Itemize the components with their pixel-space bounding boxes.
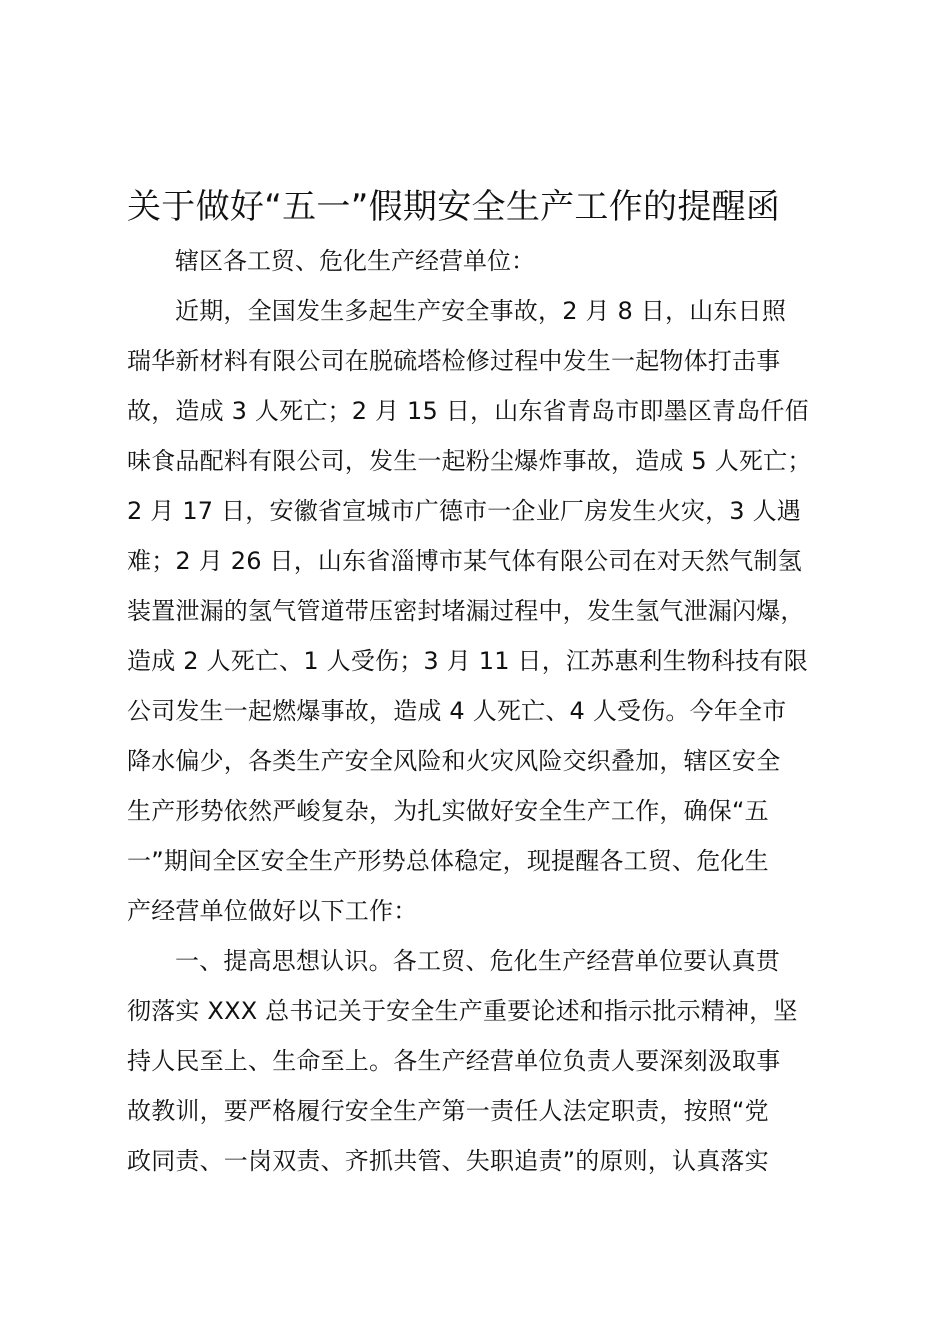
paragraph-line: 故，造成 3 人死亡；2 月 15 日，山东省青岛市即墨区青岛仟佰 — [127, 397, 809, 425]
paragraph-line: 故教训，要严格履行安全生产第一责任人法定职责，按照“党 — [127, 1097, 769, 1125]
paragraph-line: 近期，全国发生多起生产安全事故，2 月 8 日，山东日照 — [175, 297, 787, 325]
paragraph-line: 瑞华新材料有限公司在脱硫塔检修过程中发生一起物体打击事 — [127, 347, 781, 375]
paragraph-incidents — [127, 286, 833, 936]
salutation: 辖区各工贸、危化生产经营单位： — [175, 247, 535, 275]
paragraph-line: 2 月 17 日，安徽省宣城市广德市一企业厂房发生火灾，3 人遇 — [127, 497, 801, 525]
paragraph-line: 一”期间全区安全生产形势总体稳定，现提醒各工贸、危化生 — [127, 847, 769, 875]
paragraph-line: 降水偏少，各类生产安全风险和火灾风险交织叠加，辖区安全 — [127, 747, 781, 775]
paragraph-section-one — [127, 936, 833, 1186]
paragraph-line: 造成 2 人死亡、1 人受伤；3 月 11 日，江苏惠利生物科技有限 — [127, 647, 808, 675]
paragraph-line: 公司发生一起燃爆事故，造成 4 人死亡、4 人受伤。今年全市 — [127, 697, 787, 725]
paragraph-line: 彻落实 XXX 总书记关于安全生产重要论述和指示批示精神，坚 — [127, 997, 798, 1025]
document-content — [127, 178, 833, 1186]
paragraph-line: 味食品配料有限公司，发生一起粉尘爆炸事故，造成 5 人死亡； — [127, 447, 812, 475]
paragraph-line: 持人民至上、生命至上。各生产经营单位负责人要深刻汲取事 — [127, 1047, 781, 1075]
paragraph-line: 装置泄漏的氢气管道带压密封堵漏过程中，发生氢气泄漏闪爆， — [127, 597, 805, 625]
paragraph-line: 难；2 月 26 日，山东省淄博市某气体有限公司在对天然气制氢 — [127, 547, 802, 575]
paragraph-line: 一、提高思想认识。各工贸、危化生产经营单位要认真贯 — [175, 947, 780, 975]
paragraph-line: 政同责、一岗双责、齐抓共管、失职追责”的原则，认真落实 — [127, 1147, 769, 1175]
document-title: 关于做好“五一”假期安全生产工作的提醒函 — [127, 187, 781, 227]
paragraph-line: 产经营单位做好以下工作： — [127, 897, 418, 925]
paragraph-line: 生产形势依然严峻复杂，为扎实做好安全生产工作，确保“五 — [127, 797, 769, 825]
